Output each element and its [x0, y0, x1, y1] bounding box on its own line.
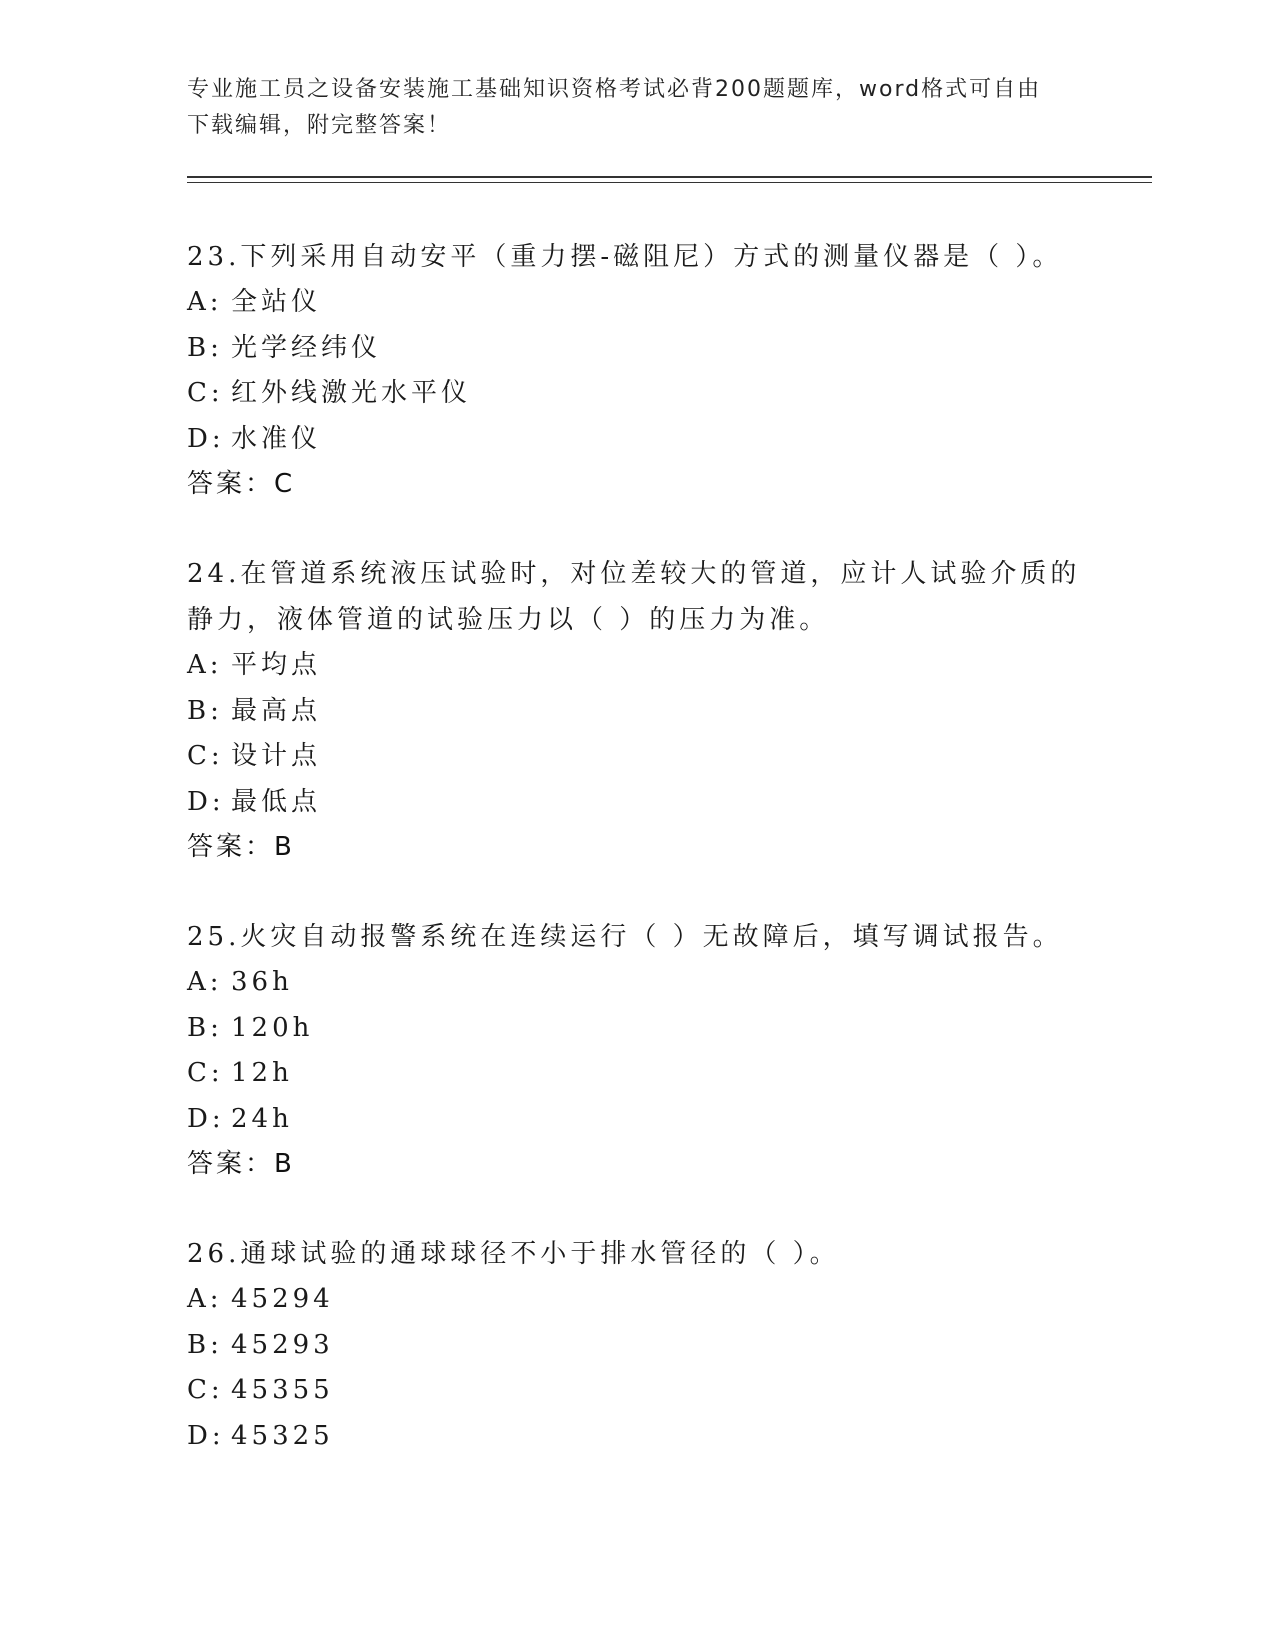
option-letter: D:: [187, 1103, 225, 1134]
question-24: [187, 551, 1087, 870]
option-c: [187, 1368, 1087, 1414]
header-line-1: 专业施工员之设备安装施工基础知识资格考试必背200题题库，word格式可自由: [187, 77, 1042, 102]
option-letter: A:: [187, 1284, 223, 1314]
option-letter: A:: [187, 650, 223, 680]
question-25: [187, 914, 1087, 1187]
option-a: [187, 960, 1087, 1006]
question-stem: 25.火灾自动报警系统在连续运行（ ）无故障后，填写调试报告。: [187, 922, 1063, 952]
question-stem: 26.通球试验的通球球径不小于排水管径的（ ）。: [187, 1239, 840, 1269]
option-b: [187, 1006, 1087, 1052]
question-list: [187, 234, 1087, 1503]
option-c: [187, 371, 1087, 417]
option-d: [187, 1097, 1087, 1143]
option-a: [187, 280, 1087, 326]
option-text: 45294: [231, 1284, 334, 1314]
option-letter: C:: [187, 378, 224, 408]
question-26: [187, 1231, 1087, 1459]
option-text: 24h: [231, 1103, 293, 1134]
option-d: [187, 1414, 1087, 1460]
option-text: 45325: [231, 1420, 334, 1451]
option-letter: B:: [187, 1012, 223, 1043]
option-a: [187, 1277, 1087, 1323]
option-letter: C:: [187, 1058, 224, 1088]
option-text: 12h: [231, 1058, 293, 1088]
document-header: [187, 72, 1087, 144]
option-c: [187, 734, 1087, 780]
option-letter: C:: [187, 1375, 224, 1405]
option-text: 平均点: [231, 650, 322, 680]
option-b: [187, 326, 1087, 372]
option-text: 最低点: [231, 786, 322, 817]
header-line-2: 下载编辑，附完整答案！: [187, 113, 452, 138]
option-b: [187, 689, 1087, 735]
option-d: [187, 417, 1087, 463]
header-divider-thick: [187, 176, 1152, 178]
option-text: 全站仪: [231, 287, 322, 317]
option-text: 120h: [231, 1012, 314, 1043]
option-letter: D:: [187, 1420, 225, 1451]
option-text: 设计点: [231, 741, 322, 771]
option-a: [187, 643, 1087, 689]
option-text: 红外线激光水平仪: [231, 378, 472, 408]
option-text: 光学经纬仪: [231, 332, 382, 363]
option-text: 36h: [231, 967, 293, 997]
option-letter: C:: [187, 741, 224, 771]
option-text: 最高点: [231, 695, 322, 726]
option-text: 45355: [231, 1375, 334, 1405]
option-letter: B:: [187, 1329, 223, 1360]
option-text: 45293: [231, 1329, 334, 1360]
option-letter: B:: [187, 332, 223, 363]
option-c: [187, 1051, 1087, 1097]
option-text: 水准仪: [231, 423, 322, 454]
option-letter: D:: [187, 786, 225, 817]
answer-line: 答案：B: [187, 1149, 295, 1179]
header-divider-thin: [187, 182, 1152, 183]
option-letter: B:: [187, 695, 223, 726]
option-letter: D:: [187, 423, 225, 454]
answer-line: 答案：C: [187, 469, 296, 499]
option-b: [187, 1323, 1087, 1369]
question-stem: 23.下列采用自动安平（重力摆-磁阻尼）方式的测量仪器是（ ）。: [187, 242, 1063, 272]
question-23: [187, 234, 1087, 507]
answer-line: 答案：B: [187, 832, 295, 862]
question-stem: 24.在管道系统液压试验时，对位差较大的管道，应计人试验介质的静力，液体管道的试验压力以（ ）的压力为准。: [187, 559, 1081, 635]
option-d: [187, 780, 1087, 826]
option-letter: A:: [187, 967, 223, 997]
option-letter: A:: [187, 287, 223, 317]
